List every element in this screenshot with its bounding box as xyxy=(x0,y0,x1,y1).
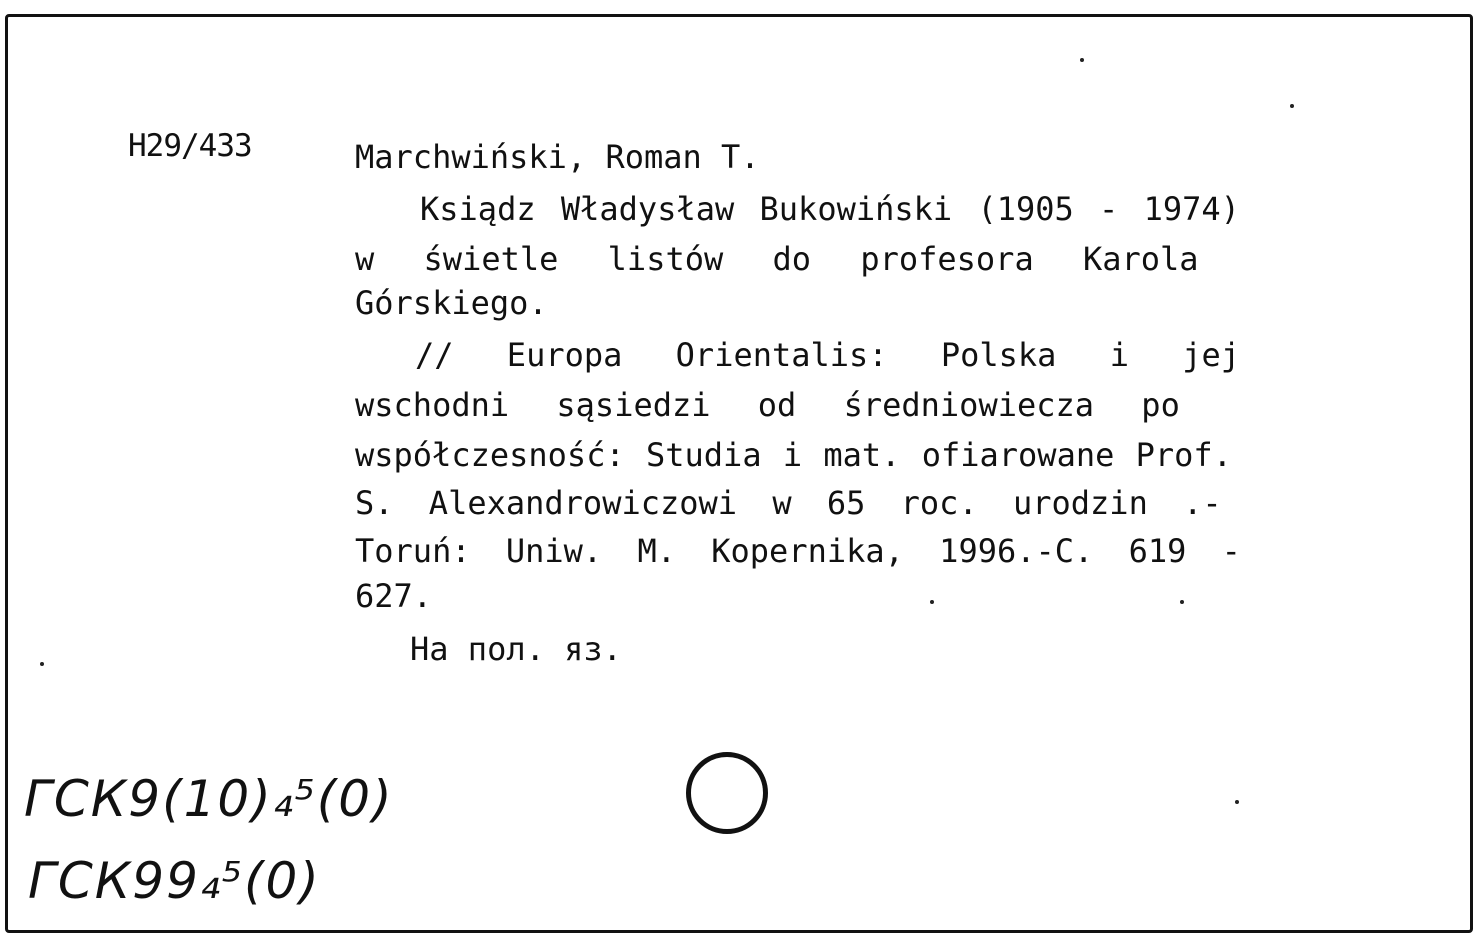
source-line-1: // Europa Orientalis: Polska i jej xyxy=(415,336,1241,374)
source-line-2: wschodni sąsiedzi od średniowiecza po xyxy=(355,386,1180,424)
title-line-2: w świetle listów do profesora Karola xyxy=(355,240,1199,278)
speck xyxy=(1080,58,1084,62)
speck xyxy=(1235,800,1239,804)
source-line-5: Toruń: Uniw. M. Kopernika, 1996.-C. 619 - xyxy=(355,532,1241,570)
handwritten-shelfmark-1: ГСК9(10)₄⁵(0) xyxy=(24,770,394,828)
title-line-3: Górskiego. xyxy=(355,284,548,322)
source-line-3: współczesność: Studia i mat. ofiarowane Prof. xyxy=(355,436,1232,474)
author-line: Marchwiński, Roman T. xyxy=(355,138,760,176)
speck xyxy=(930,600,934,604)
call-number: H29/433 xyxy=(128,128,252,164)
source-line-4: S. Alexandrowiczowi w 65 roc. urodzin .- xyxy=(355,484,1222,522)
language-note: На пол. яз. xyxy=(410,630,622,668)
source-line-6: 627. xyxy=(355,577,433,615)
title-line-1: Ksiądz Władysław Bukowiński (1905 - 1974) xyxy=(420,190,1240,228)
handwritten-shelfmark-2: ГСК99₄⁵(0) xyxy=(28,852,321,910)
speck xyxy=(1290,104,1294,108)
speck xyxy=(1180,600,1184,604)
punch-hole-circle xyxy=(686,752,768,834)
speck xyxy=(40,662,44,666)
